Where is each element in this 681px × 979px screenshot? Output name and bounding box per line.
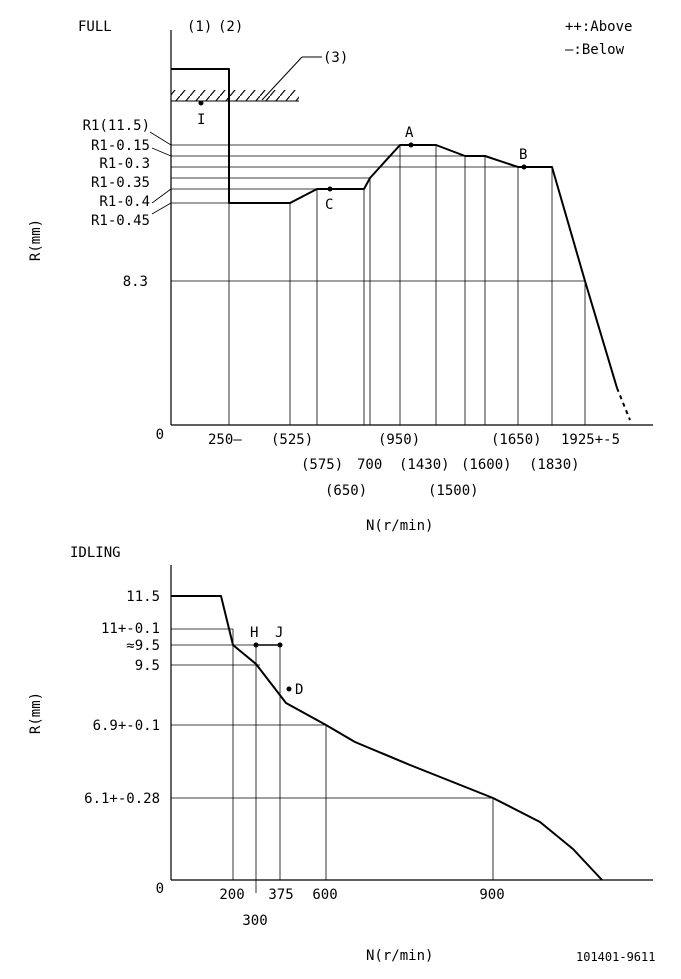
idling-curve — [171, 596, 602, 880]
full-title: FULL — [78, 19, 112, 35]
full-origin-label: 0 — [155, 427, 164, 443]
point-c-marker — [328, 187, 333, 192]
full-xtick-700: 700 — [357, 457, 383, 473]
full-xtick-1430: (1430) — [399, 457, 450, 473]
idling-ytick-11-5: 11.5 — [126, 589, 160, 605]
full-ytick-leader-r1-04 — [152, 189, 171, 203]
full-xtick-250: 250— — [208, 432, 242, 448]
legend-above: ++:Above — [565, 19, 633, 35]
idling-ytick-6-9: 6.9+-0.1 — [92, 718, 160, 734]
idling-ytick-6-1: 6.1+-0.28 — [84, 791, 160, 807]
idling-ytick-11: 11+-0.1 — [100, 621, 160, 637]
full-ytick-r1-045: R1-0.45 — [90, 213, 150, 229]
full-ytick-r1-035: R1-0.35 — [90, 175, 150, 191]
full-curve — [171, 69, 617, 388]
full-xtick-575: (575) — [301, 457, 344, 473]
full-ytick-r1-03: R1-0.3 — [99, 156, 150, 172]
point-h-label: H — [250, 625, 259, 641]
full-ytick-leader-r1 — [150, 132, 171, 145]
full-xtick-1925: 1925+-5 — [561, 432, 621, 448]
full-ytick-8-3: 8.3 — [122, 274, 148, 290]
point-d-label: D — [295, 682, 304, 698]
full-ytick-r1-015: R1-0.15 — [90, 138, 150, 154]
idling-x-axis-label: N(r/min) — [366, 948, 434, 964]
idling-xtick-200: 200 — [219, 887, 245, 903]
full-chart — [28, 19, 653, 534]
full-header-label-1: (1) — [187, 19, 213, 35]
idling-title: IDLING — [70, 545, 121, 561]
idling-ytick-9-5: 9.5 — [134, 658, 160, 674]
point-a-marker — [409, 143, 414, 148]
point-d-marker — [287, 687, 292, 692]
full-ytick-r1-04: R1-0.4 — [99, 194, 150, 210]
idling-origin-label: 0 — [155, 881, 164, 897]
full-x-axis-label: N(r/min) — [366, 518, 434, 534]
point-b-marker — [522, 165, 527, 170]
full-xtick-525: (525) — [271, 432, 314, 448]
stopper-hatch — [171, 90, 299, 101]
point-i-label: I — [197, 112, 206, 128]
full-xtick-1600: (1600) — [461, 457, 512, 473]
idling-xtick-900: 900 — [479, 887, 505, 903]
idling-xtick-300: 300 — [242, 913, 268, 929]
idling-ytick-approx-9-5: ≈9.5 — [126, 638, 160, 654]
point-h-marker — [254, 643, 259, 648]
idling-xtick-375: 375 — [268, 887, 294, 903]
callout-label: (3) — [323, 50, 349, 66]
full-xtick-950: (950) — [378, 432, 421, 448]
idling-chart — [28, 545, 656, 964]
point-a-label: A — [405, 125, 414, 141]
figure-id: 101401-9611 — [576, 950, 656, 964]
idling-xtick-600: 600 — [312, 887, 338, 903]
full-xtick-1830: (1830) — [529, 457, 580, 473]
legend-below: —:Below — [565, 42, 625, 58]
full-xtick-650: (650) — [325, 483, 368, 499]
point-b-label: B — [519, 147, 528, 163]
full-header-label-2: (2) — [218, 19, 244, 35]
point-j-marker — [278, 643, 283, 648]
full-y-axis-label: R(mm) — [28, 218, 44, 262]
idling-y-axis-label: R(mm) — [28, 691, 44, 735]
point-i-marker — [199, 101, 204, 106]
full-ytick-leader-r1-015 — [152, 148, 171, 156]
full-ytick-r1: R1(11.5) — [82, 118, 150, 134]
point-j-label: J — [275, 625, 284, 641]
full-ytick-leader-r1-045 — [152, 203, 171, 214]
full-xtick-1500: (1500) — [428, 483, 479, 499]
full-curve-dashed-tail — [617, 388, 630, 420]
point-c-label: C — [325, 197, 334, 213]
full-xtick-1650: (1650) — [491, 432, 542, 448]
